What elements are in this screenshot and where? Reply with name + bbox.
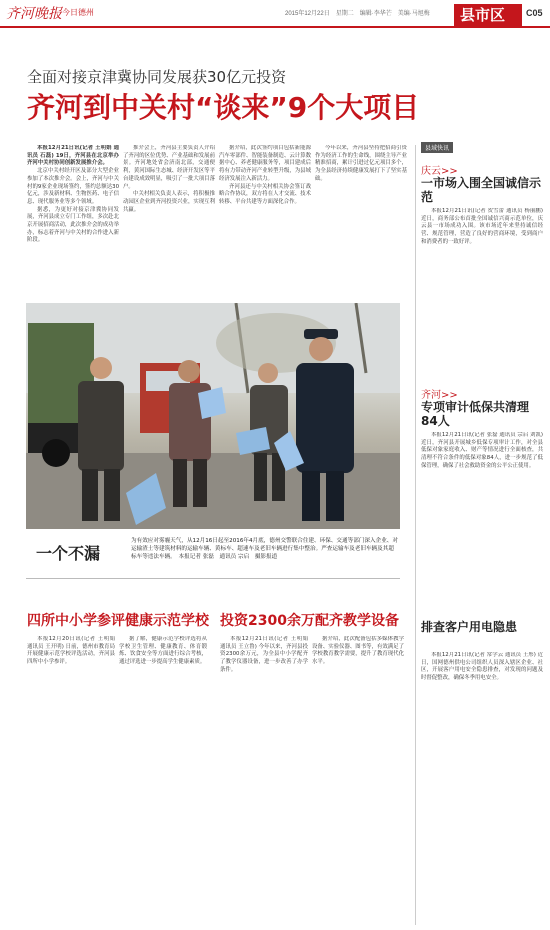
sidebar-category: 县域快讯	[421, 142, 453, 153]
story-2-paragraph: 本报12月20日讯(记者 王明娟 通讯员 王开明) 日前，德州市教育局开展健康示范学校评选活动，齐河县四所中小学参评。	[27, 636, 115, 666]
lead-column-1	[27, 145, 119, 295]
news-photo	[26, 303, 400, 529]
newspaper-logo: 齐河晚报	[6, 6, 62, 22]
story-2-title: 四所中小学参评健康示范学校	[27, 613, 209, 629]
story-3-paragraph: 本报12月21日讯(记者 王明娟 通讯员 王立鲁) 今年以来，齐河县投资2300余万元，为全县中小学配齐了教学仪器设备，进一步改善了办学条件。	[220, 636, 308, 673]
brief-1-paragraph: 本报12月21日讯(记者 贺雪蕾 通讯员 杨丽鹏) 近日，商务部公布首批全国诚信兴商示范单位，庆云县一市场成功入围。该市场近年来坚持诚信经营、规范管理，营造了良好的营商环境，受到商户和消费者的一致好评。	[421, 208, 543, 245]
brief-2-location: 齐河>>	[421, 390, 458, 401]
brief-2-body	[421, 432, 543, 612]
lead-column-2	[123, 145, 215, 295]
sidebar-divider	[415, 145, 416, 925]
lead-paragraph: 据介绍，此次签约项目包括新能源汽车零部件、智能装备制造、云计算数据中心、养老健康服务等，项目建成后将有力带动齐河产业转型升级，为县域经济发展注入新活力。	[219, 145, 311, 182]
story-2-paragraph: 据了解，健康示范学校评选将从学校卫生管理、健康教育、体育锻炼、饮食安全等方面进行综合考核，通过评选进一步提高学生健康素质。	[119, 636, 207, 666]
edition-name: 今日德州	[62, 8, 94, 17]
photo-caption-bar	[26, 533, 400, 573]
brief-2-paragraph: 本报12月21日讯(记者 张磊 通讯员 宗启 刘凯) 近日，齐河县开展城乡低保专项审计工作，对全县低保对象家庭收入、财产等情况进行全面核查，共清理不符合条件的低保对象84人，进一步规范了低保管理，确保了社会救助资金的公平公正使用。	[421, 432, 543, 469]
section-label: 县市区	[454, 4, 522, 26]
brief-3-body	[421, 652, 543, 922]
lead-paragraph: 齐河县还与中关村相关协会签订战略合作协议，双方将在人才交流、技术转移、平台共建等方面深化合作。	[219, 183, 311, 205]
lead-column-4	[315, 145, 407, 295]
story-2-column-2	[119, 636, 207, 921]
story-2-column-1	[27, 636, 115, 921]
story-3-title: 投资2300余万配齐教学设备	[220, 613, 399, 629]
lead-paragraph: 今年以来，齐河县坚持把招商引资作为经济工作的生命线，围绕主导产业精准招商，累计引进过亿元项目多个，为全县经济持续健康发展打下了坚实基础。	[315, 145, 407, 182]
photo-caption-text: 为有效应对雾霾天气，从12月16日起至2016年4月底，德州交警联合住建、环保、交通等部门深入企业、对运输渣土等建筑材料的运输车辆、黄标车、超速车及老旧车辆进行集中整治。严查运输车及老旧车辆及其超标车等违法车辆。 本报记者 张磊 通讯员 宗启 摄影报道	[131, 538, 398, 560]
lead-headline: 齐河到中关村“谈来”9个大项目	[27, 91, 420, 124]
lead-paragraph: 据悉，为更好对接京津冀协同发展，齐河县成立专门工作组，多次赴北京开展招商活动，此次推介会的成功举办，标志着齐河与中关村的合作进入新阶段。	[27, 206, 119, 244]
brief-1-title: 一市场入围全国诚信示范	[421, 176, 542, 204]
lead-byline: 本报12月21日讯(记者 王明娟 通讯员 石磊) 19日，齐河县在北京举办齐河中关村协同创新发展推介会。	[27, 145, 119, 167]
story-3-column-1	[220, 636, 308, 921]
photo-caption-title: 一个不漏	[36, 544, 101, 563]
divider	[26, 578, 400, 579]
story-3-column-2	[312, 636, 404, 921]
lead-paragraph: 中关村相关负责人表示，将积极推动园区企业到齐河投资兴业，实现互利共赢。	[123, 191, 215, 213]
masthead-info: 2015年12月22日 星期二 编辑·李华芒 美编·马旭梅	[285, 11, 430, 17]
brief-3-title: 排查客户用电隐患	[421, 620, 518, 634]
brief-2-title: 专项审计低保共清理84人	[421, 400, 530, 428]
lead-column-3	[219, 145, 311, 295]
photo-illustration	[26, 303, 400, 529]
masthead	[0, 0, 550, 28]
lead-paragraph: 推介会上，齐河县主要负责人介绍了齐河的区位优势、产业基础和发展前景。齐河地处省会济南北部，交通便利，黄河国际生态城、经济开发区等平台建设成效明显，吸引了一批大项目落户。	[123, 145, 215, 190]
lead-subhead: 全面对接京津冀协同发展获30亿元投资	[27, 68, 287, 86]
story-3-paragraph: 据介绍，此次配备包括多媒体教学设备、实验仪器、图书等，有效满足了学校教育教学需要，提升了教育现代化水平。	[312, 636, 404, 666]
brief-1-body	[421, 208, 543, 380]
brief-3-paragraph: 本报12月21日讯(记者 常学云 通讯员 王彤) 近日，国网德州供电公司组织人员深入辖区企业、社区，开展客户用电安全隐患排查，对发现的问题及时督促整改，确保冬季用电安全。	[421, 652, 543, 682]
lead-paragraph: 北京中关村经开区及部分大型企业参加了本次推介会。会上，齐河与中关村的9家企业现场签约，签约总额达30亿元，涉及新材料、生物医药、电子信息、现代服务业等多个领域。	[27, 168, 119, 205]
page-number: C05	[526, 8, 543, 18]
brief-1-location: 庆云>>	[421, 166, 458, 177]
